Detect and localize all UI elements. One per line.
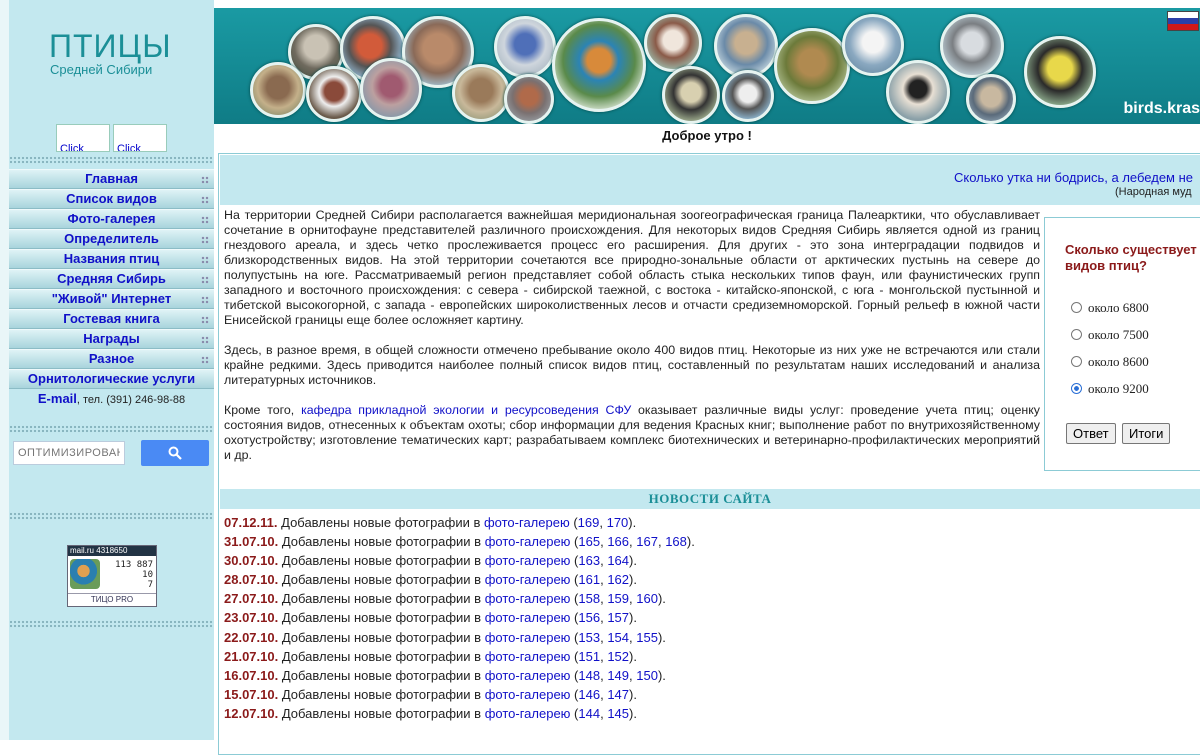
news-date: 28.07.10. xyxy=(224,572,279,588)
menu-item[interactable] xyxy=(9,269,214,289)
bird-photo-kingfisher xyxy=(552,18,646,112)
menu-item-label: Названия птиц xyxy=(63,251,160,266)
radio-button[interactable] xyxy=(1071,356,1082,367)
gallery-page-link[interactable]: 154 xyxy=(607,629,630,645)
bird-photo-finch xyxy=(360,58,422,120)
menu-item-label: Награды xyxy=(83,331,140,346)
gallery-page-link[interactable]: 166 xyxy=(607,534,630,550)
poll-box xyxy=(1044,217,1200,471)
greeting-text: Доброе утро ! xyxy=(662,128,752,143)
news-text: Добавлены новые фотографии в xyxy=(281,629,482,645)
poll-results-button[interactable]: Итоги xyxy=(1122,423,1170,444)
russian-flag-icon[interactable] xyxy=(1167,11,1199,31)
news-text: Добавлены новые фотографии в xyxy=(281,553,482,569)
news-date: 12.07.10. xyxy=(224,705,279,721)
menu-item[interactable] xyxy=(9,249,214,269)
gallery-page-link[interactable]: 162 xyxy=(607,572,630,588)
kingfisher-icon xyxy=(70,559,100,589)
gallery-page-link[interactable]: 150 xyxy=(636,667,658,683)
header-banner xyxy=(214,8,1200,124)
counter-footer: ТИЦО PRO xyxy=(68,593,156,606)
bird-photo-tern xyxy=(842,14,904,76)
news-date: 15.07.10. xyxy=(224,686,279,702)
menu-item[interactable] xyxy=(9,329,214,349)
menu-item[interactable] xyxy=(9,289,214,309)
gallery-link[interactable]: фото-галерею xyxy=(484,705,571,721)
email-link[interactable]: E-mail xyxy=(37,391,77,406)
main-menu xyxy=(9,169,214,409)
phone-number: , тел. (391) 246-98-88 xyxy=(76,394,186,406)
news-text: Добавлены новые фотографии в xyxy=(281,591,482,607)
bird-photo-oriole xyxy=(1024,36,1096,108)
counter-brand: mail.ru xyxy=(70,546,95,555)
bird-photo-bluebird xyxy=(494,16,556,78)
news-date: 21.07.10. xyxy=(224,648,279,664)
gallery-page-link[interactable]: 144 xyxy=(578,705,601,721)
gallery-page-link[interactable]: 151 xyxy=(578,648,601,664)
site-logo-title[interactable]: ПТИЦЫ xyxy=(49,28,172,64)
poll-option-label: около 9200 xyxy=(1088,381,1149,396)
poll-option[interactable] xyxy=(1071,300,1149,316)
menu-item[interactable] xyxy=(9,209,214,229)
gallery-page-link[interactable]: 146 xyxy=(578,686,601,702)
bird-photo-duck xyxy=(714,14,778,78)
grip-dots-icon xyxy=(201,356,209,364)
poll-option-label: около 6800 xyxy=(1088,300,1149,315)
poll-question: Сколько существует видов птиц? xyxy=(1065,242,1197,273)
contact-row xyxy=(9,389,214,409)
menu-separator-top xyxy=(9,156,214,164)
gallery-link[interactable]: фото-галерею xyxy=(483,515,570,530)
search-button[interactable] xyxy=(141,440,209,466)
bird-photo-snipe xyxy=(452,64,510,122)
news-date: 23.07.10. xyxy=(224,610,279,626)
news-item: 31.07.10. Добавлены новые фотографии в фото-галерею (165, 166, 167, 168). xyxy=(224,534,695,550)
gallery-link[interactable]: фото-галерею xyxy=(484,648,571,664)
gallery-page-link[interactable]: 159 xyxy=(607,591,630,607)
grip-dots-icon xyxy=(201,296,209,304)
news-text: Добавлены новые фотографии в xyxy=(281,610,482,626)
menu-item-label: Список видов xyxy=(66,191,157,206)
intro-paragraph-2: Здесь, в разное время, в общей сложности отмечено пребывание около 400 видов птиц. Некоторые из них уже не встречаются или стали крайне редкими. Здесь приводится наиболее полный список видов птиц, составленный по результатам наших исследований и анализа литературных источников. xyxy=(224,343,1040,387)
separator xyxy=(9,512,214,520)
grip-dots-icon xyxy=(201,336,209,344)
gallery-link[interactable]: фото-галерею xyxy=(484,572,571,588)
left-sidebar xyxy=(0,0,214,740)
poll-option[interactable] xyxy=(1071,327,1149,343)
gallery-page-link[interactable]: 149 xyxy=(607,667,630,683)
broken-image-link-2[interactable]: Click xyxy=(113,124,167,152)
menu-item[interactable] xyxy=(9,309,214,329)
gallery-link[interactable]: фото-галерею xyxy=(484,591,571,607)
gallery-page-link[interactable]: 163 xyxy=(578,553,601,569)
gallery-page-link[interactable]: 147 xyxy=(607,686,630,702)
news-item: 16.07.10. Добавлены новые фотографии в фото-галерею (148, 149, 150). xyxy=(224,667,666,683)
site-logo-subtitle: Средней Сибири xyxy=(50,62,153,77)
news-date: 30.07.10. xyxy=(224,553,279,569)
gallery-page-link[interactable]: 152 xyxy=(607,648,630,664)
bird-photo-tit xyxy=(662,66,720,124)
news-date: 07.12.11. xyxy=(224,515,278,530)
department-link[interactable]: кафедра прикладной экологии и ресурсоведения СФУ xyxy=(301,403,632,417)
news-text: Добавлены новые фотографии в xyxy=(281,705,482,721)
poll-answer-button[interactable]: Ответ xyxy=(1066,423,1116,444)
quote-text: Сколько утка ни бодрись, а лебедем не xyxy=(954,170,1194,185)
bird-photo-goose xyxy=(966,74,1016,124)
news-text: Добавлены новые фотографии в xyxy=(281,686,482,702)
search-icon xyxy=(168,446,182,460)
news-item: 12.07.10. Добавлены новые фотографии в фото-галерею (144, 145). xyxy=(224,705,637,721)
news-text: Добавлены новые фотографии в xyxy=(281,667,482,683)
gallery-page-link[interactable]: 157 xyxy=(607,610,630,626)
menu-item-label: Главная xyxy=(85,171,138,186)
menu-item-label: Гостевая книга xyxy=(63,311,160,326)
broken-image-link-1[interactable]: Click xyxy=(56,124,110,152)
gallery-page-link[interactable]: 168 xyxy=(665,534,687,550)
poll-option-label: около 8600 xyxy=(1088,354,1149,369)
grip-dots-icon xyxy=(201,216,209,224)
gallery-link[interactable]: фото-галерею xyxy=(484,534,571,550)
gallery-page-link[interactable]: 155 xyxy=(636,629,658,645)
news-item: 30.07.10. Добавлены новые фотографии в фото-галерею (163, 164). xyxy=(224,553,637,569)
news-item: 23.07.10. Добавлены новые фотографии в фото-галерею (156, 157). xyxy=(224,610,637,626)
news-date: 16.07.10. xyxy=(224,667,279,683)
menu-item-label: Определитель xyxy=(64,231,159,246)
gallery-link[interactable]: фото-галерею xyxy=(484,610,571,626)
gallery-page-link[interactable]: 164 xyxy=(607,553,630,569)
separator xyxy=(9,620,214,628)
mailru-counter[interactable] xyxy=(67,545,157,607)
grip-dots-icon xyxy=(201,276,209,284)
site-url: birds.kras xyxy=(1123,100,1200,117)
gallery-page-link[interactable]: 165 xyxy=(578,534,601,550)
menu-item[interactable] xyxy=(9,229,214,249)
menu-item-label: "Живой" Интернет xyxy=(51,291,172,306)
gallery-page-link[interactable]: 169 xyxy=(577,515,600,530)
bird-photo-robin xyxy=(306,66,362,122)
gallery-link[interactable]: фото-галерею xyxy=(484,667,571,683)
news-text: Добавлены новые фотографии в xyxy=(281,572,482,588)
news-text: Добавлены новые фотографии в xyxy=(281,534,482,550)
menu-item-label: Средняя Сибирь xyxy=(57,271,166,286)
menu-item[interactable] xyxy=(9,169,214,189)
news-date: 31.07.10. xyxy=(224,534,279,550)
gallery-link[interactable]: фото-галерею xyxy=(484,553,571,569)
news-item: 07.12.11. Добавлены новые фотографии в фото-галерею (169, 170). xyxy=(224,515,637,530)
bird-photo-shrike xyxy=(644,14,702,72)
news-text: Добавлены новые фотографии в xyxy=(281,515,481,530)
news-item: 21.07.10. Добавлены новые фотографии в фото-галерею (151, 152). xyxy=(224,648,637,664)
gallery-page-link[interactable]: 170 xyxy=(606,515,629,530)
bird-photo-thrush xyxy=(250,62,306,118)
news-text: Добавлены новые фотографии в xyxy=(281,648,482,664)
counter-total: 113 887 xyxy=(115,560,153,570)
counter-id: 4318650 xyxy=(96,546,128,555)
quote-source: (Народная муд xyxy=(1115,186,1192,198)
counter-today: 10 xyxy=(142,570,153,580)
gallery-page-link[interactable]: 145 xyxy=(607,705,630,721)
bird-photo-redstart xyxy=(504,74,554,124)
counter-online: 7 xyxy=(147,580,153,590)
news-heading: НОВОСТИ САЙТА xyxy=(220,489,1200,509)
menu-item[interactable] xyxy=(9,349,214,369)
gallery-page-link[interactable]: 158 xyxy=(578,591,601,607)
radio-button[interactable] xyxy=(1071,329,1082,340)
gallery-page-link[interactable]: 153 xyxy=(578,629,601,645)
gallery-page-link[interactable]: 160 xyxy=(636,591,658,607)
intro-paragraph-3: Кроме того, кафедра прикладной экологии и ресурсоведения СФУ оказывает различные виды услуг: проведение учета птиц; оценку состояния видов, отнесенных к объектам охоты; сбор информации для ведения Красных книг; выполнение работ по внутрихозяйственному охотустройству; изготовление тематических карт; разрабатываем комплекс биотехнических и ветеринарно-профилактических мероприятий и др. xyxy=(224,403,1040,462)
news-item: 27.07.10. Добавлены новые фотографии в фото-галерею (158, 159, 160). xyxy=(224,591,666,607)
grip-dots-icon xyxy=(201,176,209,184)
news-date: 27.07.10. xyxy=(224,591,279,607)
menu-item[interactable] xyxy=(9,369,214,389)
bird-photo-sparrow xyxy=(774,28,850,104)
poll-option[interactable] xyxy=(1071,354,1149,370)
news-item: 28.07.10. Добавлены новые фотографии в фото-галерею (161, 162). xyxy=(224,572,637,588)
bird-photo-wheatear xyxy=(886,60,950,124)
grip-dots-icon xyxy=(201,236,209,244)
gallery-link[interactable]: фото-галерею xyxy=(484,629,571,645)
menu-item-label: Орнитологические услуги xyxy=(27,371,196,386)
search-input[interactable] xyxy=(13,441,125,465)
bird-photo-wagtail xyxy=(722,70,774,122)
bird-photo-crane xyxy=(940,14,1004,78)
grip-dots-icon xyxy=(201,256,209,264)
gallery-page-link[interactable]: 161 xyxy=(578,572,601,588)
news-item: 22.07.10. Добавлены новые фотографии в фото-галерею (153, 154, 155). xyxy=(224,629,666,645)
menu-item[interactable] xyxy=(9,189,214,209)
menu-item-label: Фото-галерея xyxy=(67,211,156,226)
news-list xyxy=(224,513,1124,723)
gallery-page-link[interactable]: 167 xyxy=(636,534,658,550)
poll-option[interactable] xyxy=(1071,381,1149,397)
gallery-page-link[interactable]: 148 xyxy=(578,667,601,683)
intro-paragraph-1: На территории Средней Сибири располагается важнейшая меридиональная зоогеографическая граница Палеарктики, что обуславливает сочетание в орнитофауне представителей различного происхождения. Для некоторых видов Средняя Сибирь является одной из границ гнездового ареала, и здесь четко прослеживается процесс его расширения. Для других - это зона интерградации подвидов и близкородственных видов. На этой территории сочетаются все природно-зональные области от арктических пустынь на севере до полупустынь на юге. Рассматриваемый регион представляет собой область стыка нескольких типов фаун, или фаунистических групп западного и восточного происхождения: с севера - сибирской таежной, с востока - китайско-японской, с юга - монгольской пустынной и тибетской высокогорной, с запада - европейских широколиственных лесов и отчасти средиземноморской. Горный рельеф в южной части Енисейской границы еще более осложняет картину. xyxy=(224,208,1040,327)
radio-button[interactable] xyxy=(1071,302,1082,313)
gallery-page-link[interactable]: 156 xyxy=(578,610,601,626)
menu-item-label: Разное xyxy=(88,351,135,366)
news-item: 15.07.10. Добавлены новые фотографии в фото-галерею (146, 147). xyxy=(224,686,637,702)
news-date: 22.07.10. xyxy=(224,629,279,645)
menu-separator-bottom xyxy=(9,425,214,433)
radio-button[interactable] xyxy=(1071,383,1082,394)
gallery-link[interactable]: фото-галерею xyxy=(484,686,571,702)
grip-dots-icon xyxy=(201,196,209,204)
poll-option-label: около 7500 xyxy=(1088,327,1149,342)
grip-dots-icon xyxy=(201,316,209,324)
